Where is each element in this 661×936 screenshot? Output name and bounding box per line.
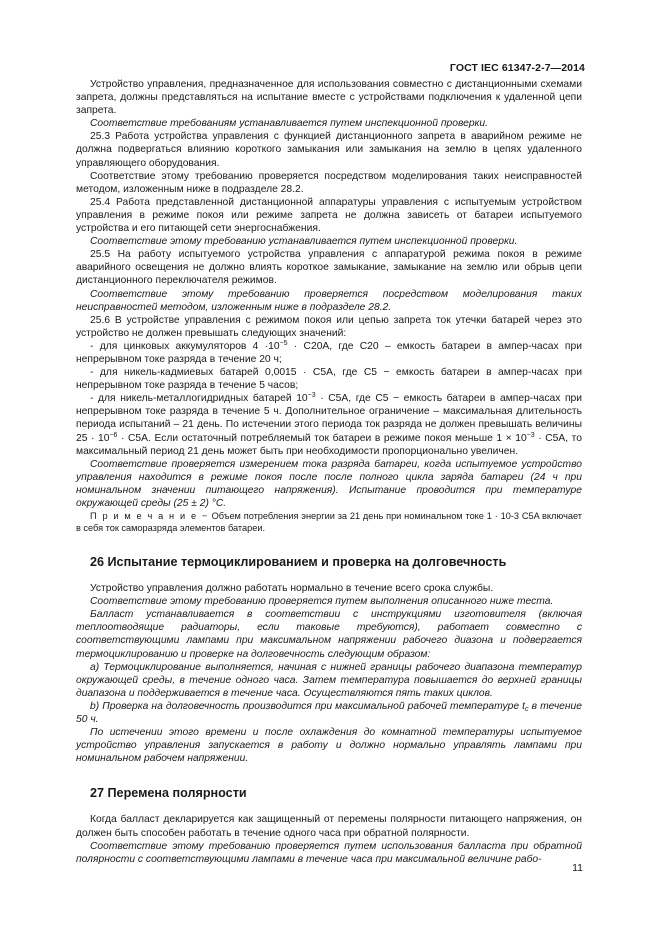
list-item-b: b) Проверка на долговечность производится при максимальной рабочей температуре $t_c$ в течение 50 ч. bbox=[76, 700, 582, 726]
clause-25-5: 25.5 На работу испытуемого устройства управления с аппаратурой режима покоя в режиме аварийного освещения не должно влиять короткое замыкание, замыкание на землю или обрыв цепи дистанционного переключателя режимов. bbox=[76, 249, 582, 287]
paragraph: Устройство управления, предназначенное для использования совместно с дистанционными схемами запрета, должны представляться на испытание вместе с устройствами подключения к удаленной цепи запрета. bbox=[76, 79, 582, 117]
list-item-zinc: - для цинковых аккумуляторов $4 \cdot 10^{-5} \cdot C20A$, где C20 – емкость батареи в ампер-часах при непрерывном токе разряда в течение 20 ч; bbox=[76, 339, 582, 365]
paragraph: Соответствие этому требованию проверяется посредством моделирования таких неисправностей методом, изложенным ниже в подразделе 28.2. bbox=[76, 170, 582, 195]
document-body bbox=[76, 78, 582, 866]
subscript: c bbox=[525, 705, 529, 713]
paragraph: Устройство управления должно работать нормально в течение всего срока службы. bbox=[90, 583, 494, 595]
page-number: 11 bbox=[572, 862, 583, 874]
section-26-heading: 26 Испытание термоциклированием и проверка на долговечность bbox=[90, 555, 507, 570]
exponent: −5 bbox=[279, 339, 288, 347]
compliance-paragraph: Соответствие проверяется измерением тока разряда батареи, когда испытуемое устройство управления находится в режиме покоя после после полного цикла заряда батареи (24 ч при номинальном значении питающего напряжения). Испытание проводится при температуре окружающей среды (25 ± 2) °С. bbox=[76, 458, 582, 509]
paragraph: Когда балласт декларируется как защищенный от перемены полярности питающего напряжения, он должен быть способен работать в течение одного часа при обратной полярности. bbox=[76, 814, 582, 839]
compliance-paragraph: Соответствие этому требованию проверяется путем выполнения описанного ниже теста. bbox=[90, 596, 554, 608]
paragraph: По истечении этого времени и после охлаждения до комнатной температуры испытуемое устройство управления запускается в работу и должно нормально управлять лампами при номинальном рабочем напряжении. bbox=[76, 727, 582, 765]
list-item-nimh: - для никель-металлогидридных батарей $10^{-3} \cdot C5A$, где C5 − емкость батареи в ампер-часах при непрерывном токе разряда в течение 5 ч. Дополнительное ограничение – максимальная длительность периода испытаний – 21 день. По истечении этого периода ток разряда не должен превышать величины $25 \cdot 10^{-6} \cdot C5A$. Если остаточный потребляемый ток батареи в режиме покоя меньше $1 \times 10^{-3} \cdot C5A$, то максимальный период 21 день может быть при необходимости пропорционально увеличен. bbox=[76, 392, 583, 457]
clause-25-3: 25.3 Работа устройства управления с функцией дистанционного запрета в аварийном режиме не должна подвергаться влиянию короткого замыкания или замыкания на землю в цепях удаленного управляющего оборудования. bbox=[76, 131, 582, 169]
list-item-nicd: - для никель-кадмиевых батарей 0,0015 · C5A, где C5 − емкость батареи в ампер-часах при непрерывном токе разряда в течение 5 часов; bbox=[76, 367, 582, 392]
compliance-paragraph: Соответствие этому требованию устанавливается путем инспекционной проверки. bbox=[90, 236, 518, 248]
paragraph: Балласт устанавливается в соответствии с инструкциями изготовителя (включая теплоотводящие радиаторы, если таковые требуются), работает совместно с соответствующими лампами при максимальном напряжении рабочего диазона и подвергается термоциклированию и проверке на долговечность следующим образом: bbox=[76, 609, 582, 660]
compliance-paragraph: Соответствие требованиям устанавливается путем инспекционной проверки. bbox=[90, 118, 489, 130]
section-27-heading: 27 Перемена полярности bbox=[90, 786, 247, 801]
note-text: Объем потребления энергии за 21 день при номинальном токе 1 · 10-3 C5A включает в себя ток саморазряда элементов батареи. bbox=[76, 511, 582, 534]
note bbox=[76, 510, 582, 534]
exponent: −3 bbox=[307, 392, 316, 400]
standard-header: ГОСТ IEC 61347-2-7—2014 bbox=[449, 62, 585, 74]
exponent: −3 bbox=[526, 431, 535, 439]
compliance-paragraph: Соответствие этому требованию проверяется путем использования балласта при обратной полярности с соответствующими лампами в течение часа при максимальной величине рабо- bbox=[76, 840, 582, 865]
exponent: −6 bbox=[109, 431, 118, 439]
compliance-paragraph: Соответствие этому требованию проверяется посредством моделирования таких неисправностей методом, изложенным ниже в подразделе 28.2. bbox=[76, 288, 582, 313]
clause-25-4: 25.4 Работа представленной дистанционной аппаратуры управления с испытуемым устройством управления в режиме покоя или режиме запрета не должна зависеть от батареи испытуемого устройства и его питающей сети энергоснабжения. bbox=[76, 196, 582, 235]
list-item-a: а) Термоциклирование выполняется, начиная с нижней границы рабочего диапазона температур окружающей среды, в течение одного часа. Затем температура повышается до верхней границы диапазона и поддерживается в течение часа. Осуществляются пять таких циклов. bbox=[76, 661, 582, 699]
note-label: П р и м е ч а н и е − bbox=[90, 511, 209, 522]
clause-25-6: 25.6 В устройстве управления с режимом покоя или цепью запрета ток утечки батарей через это устройство не должен превышать следующих значений: bbox=[76, 314, 582, 339]
